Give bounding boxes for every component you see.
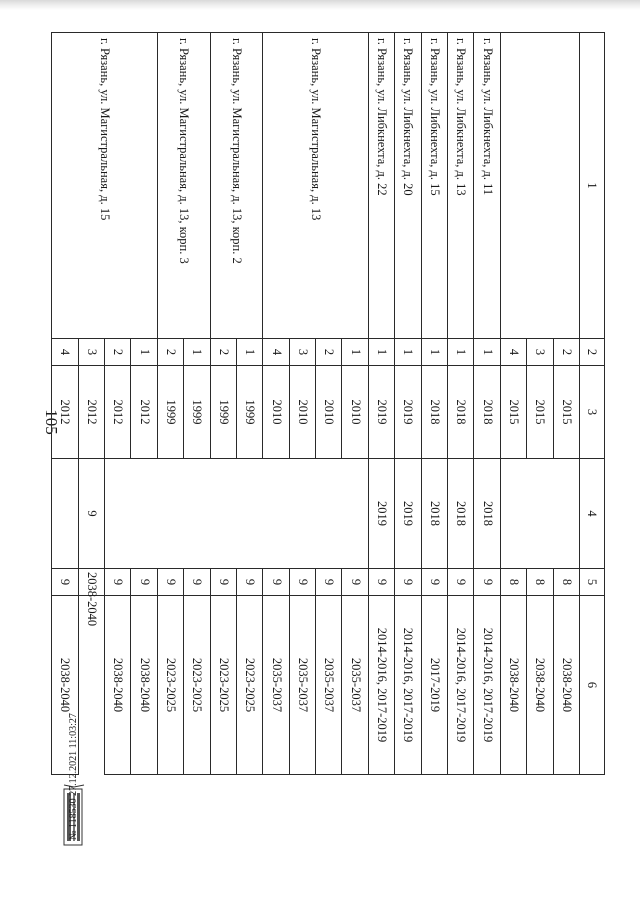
period-cell: 2023-2025 bbox=[157, 596, 183, 775]
entrance-cell: 1 bbox=[236, 339, 262, 366]
header-cell-5: 5 bbox=[580, 569, 605, 596]
year-cell: 1999 bbox=[236, 366, 262, 459]
period-cell: 2014-2016, 2017-2019 bbox=[395, 596, 421, 775]
address-cell: г. Рязань, ул. Магистральная, д. 13 bbox=[263, 33, 369, 339]
period-cell: 2014-2016, 2017-2019 bbox=[474, 596, 500, 775]
table-container bbox=[59, 32, 605, 774]
table-row bbox=[342, 33, 368, 775]
year-cell: 2018 bbox=[448, 366, 474, 459]
rotated-table bbox=[59, 32, 605, 774]
scan-edge-shadow bbox=[0, 0, 640, 10]
year-cell: 2015 bbox=[553, 366, 579, 459]
floors-cell: 9 bbox=[236, 569, 262, 596]
period-cell: 2023-2025 bbox=[236, 596, 262, 775]
header-row bbox=[580, 33, 605, 775]
year-cell: 2010 bbox=[263, 366, 289, 459]
year-cell: 1999 bbox=[157, 366, 183, 459]
floors-cell: 9 bbox=[52, 569, 78, 596]
header-cell-2: 2 bbox=[580, 339, 605, 366]
floors-cell: 9 bbox=[131, 569, 157, 596]
year-done-cell bbox=[500, 459, 579, 569]
header-cell-1: 1 bbox=[580, 33, 605, 339]
entrance-cell: 3 bbox=[78, 339, 104, 366]
year-done-cell: 2018 bbox=[421, 459, 447, 569]
period-cell: 2035-2037 bbox=[289, 596, 315, 775]
year-cell: 2018 bbox=[421, 366, 447, 459]
period-cell: 2023-2025 bbox=[184, 596, 210, 775]
period-cell: 2035-2037 bbox=[342, 596, 368, 775]
address-cell: г. Рязань, ул. Либкнехта, д. 22 bbox=[368, 33, 394, 339]
period-cell: 2035-2037 bbox=[263, 596, 289, 775]
entrance-cell: 1 bbox=[448, 339, 474, 366]
floors-cell: 9 bbox=[184, 569, 210, 596]
year-cell: 1999 bbox=[210, 366, 236, 459]
floors-cell: 8 bbox=[553, 569, 579, 596]
floors-cell: 9 bbox=[395, 569, 421, 596]
entrance-cell: 2 bbox=[104, 339, 130, 366]
year-done-cell: 2018 bbox=[474, 459, 500, 569]
table-row bbox=[236, 33, 262, 775]
period-cell: 2038-2040 bbox=[52, 596, 78, 775]
period-cell: 2038-2040 bbox=[500, 596, 526, 775]
period-cell: 2038-2040 bbox=[104, 596, 130, 775]
year-cell: 2019 bbox=[395, 366, 421, 459]
year-cell: 1999 bbox=[184, 366, 210, 459]
table-row bbox=[553, 33, 579, 775]
period-cell: 2014-2016, 2017-2019 bbox=[368, 596, 394, 775]
floors-cell: 9 bbox=[316, 569, 342, 596]
period-cell: 2038-2040 bbox=[131, 596, 157, 775]
floors-cell: 9 bbox=[157, 569, 183, 596]
entrance-cell: 1 bbox=[395, 339, 421, 366]
table-row bbox=[421, 33, 447, 775]
entrance-cell: 1 bbox=[474, 339, 500, 366]
year-cell: 2010 bbox=[316, 366, 342, 459]
period-cell: 2038-2040 bbox=[553, 596, 579, 775]
year-cell: 2012 bbox=[52, 366, 78, 459]
year-done-cell: 2019 bbox=[368, 459, 394, 569]
address-cell: г. Рязань, ул. Либкнехта, д. 13 bbox=[448, 33, 474, 339]
floors-cell: 8 bbox=[500, 569, 526, 596]
entrance-cell: 1 bbox=[184, 339, 210, 366]
year-cell: 2012 bbox=[104, 366, 130, 459]
document-code: № 118530 27.12.2021 11:03:27 bbox=[68, 713, 79, 840]
table-row bbox=[184, 33, 210, 775]
table-row bbox=[131, 33, 157, 775]
entrance-cell: 2 bbox=[157, 339, 183, 366]
entrance-cell: 1 bbox=[368, 339, 394, 366]
entrance-cell: 2 bbox=[553, 339, 579, 366]
entrance-cell: 4 bbox=[263, 339, 289, 366]
address-cell bbox=[500, 33, 579, 339]
year-cell: 2012 bbox=[78, 366, 104, 459]
floors-cell: 9 bbox=[448, 569, 474, 596]
header-cell-6: 6 bbox=[580, 596, 605, 775]
address-cell: г. Рязань, ул. Магистральная, д. 15 bbox=[52, 33, 158, 339]
year-cell: 2010 bbox=[342, 366, 368, 459]
entrance-cell: 3 bbox=[527, 339, 553, 366]
address-cell: г. Рязань, ул. Либкнехта, д. 15 bbox=[421, 33, 447, 339]
period-cell: 2038-2040 bbox=[78, 569, 104, 596]
address-cell: г. Рязань, ул. Либкнехта, д. 11 bbox=[474, 33, 500, 339]
address-cell: г. Рязань, ул. Магистральная, д. 13, корп. 2 bbox=[210, 33, 263, 339]
table-row bbox=[448, 33, 474, 775]
entrance-cell: 2 bbox=[316, 339, 342, 366]
housing-table bbox=[51, 32, 605, 775]
year-done-cell bbox=[52, 459, 78, 569]
year-cell: 2015 bbox=[527, 366, 553, 459]
period-cell: 2023-2025 bbox=[210, 596, 236, 775]
floors-cell: 8 bbox=[527, 569, 553, 596]
year-cell: 2015 bbox=[500, 366, 526, 459]
year-cell: 2018 bbox=[474, 366, 500, 459]
entrance-cell: 3 bbox=[289, 339, 315, 366]
floors-cell: 9 bbox=[210, 569, 236, 596]
entrance-cell: 4 bbox=[52, 339, 78, 366]
entrance-cell: 1 bbox=[421, 339, 447, 366]
header-cell-4: 4 bbox=[580, 459, 605, 569]
period-cell: 2038-2040 bbox=[527, 596, 553, 775]
table-row bbox=[368, 33, 394, 775]
floors-cell: 9 bbox=[342, 569, 368, 596]
year-done-cell: 2019 bbox=[395, 459, 421, 569]
address-cell: г. Рязань, ул. Магистральная, д. 13, корп. 3 bbox=[157, 33, 210, 339]
entrance-cell: 1 bbox=[342, 339, 368, 366]
table-body bbox=[52, 33, 580, 775]
page-number: 105 bbox=[41, 409, 61, 435]
period-cell: 2014-2016, 2017-2019 bbox=[448, 596, 474, 775]
year-done-cell: 2018 bbox=[448, 459, 474, 569]
table-row bbox=[474, 33, 500, 775]
floors-cell: 9 bbox=[474, 569, 500, 596]
entrance-cell: 1 bbox=[131, 339, 157, 366]
entrance-cell: 4 bbox=[500, 339, 526, 366]
table-row bbox=[395, 33, 421, 775]
floors-cell: 9 bbox=[289, 569, 315, 596]
floors-cell: 9 bbox=[368, 569, 394, 596]
address-cell: г. Рязань, ул. Либкнехта, д. 20 bbox=[395, 33, 421, 339]
floors-cell: 9 bbox=[421, 569, 447, 596]
period-cell: 2017-2019 bbox=[421, 596, 447, 775]
floors-cell: 9 bbox=[263, 569, 289, 596]
year-cell: 2019 bbox=[368, 366, 394, 459]
header-cell-3: 3 bbox=[580, 366, 605, 459]
year-cell: 2012 bbox=[131, 366, 157, 459]
entrance-cell: 2 bbox=[210, 339, 236, 366]
year-cell: 2010 bbox=[289, 366, 315, 459]
period-cell: 2035-2037 bbox=[316, 596, 342, 775]
year-done-cell bbox=[104, 459, 368, 569]
floors-cell: 9 bbox=[78, 459, 104, 569]
floors-cell: 9 bbox=[104, 569, 130, 596]
